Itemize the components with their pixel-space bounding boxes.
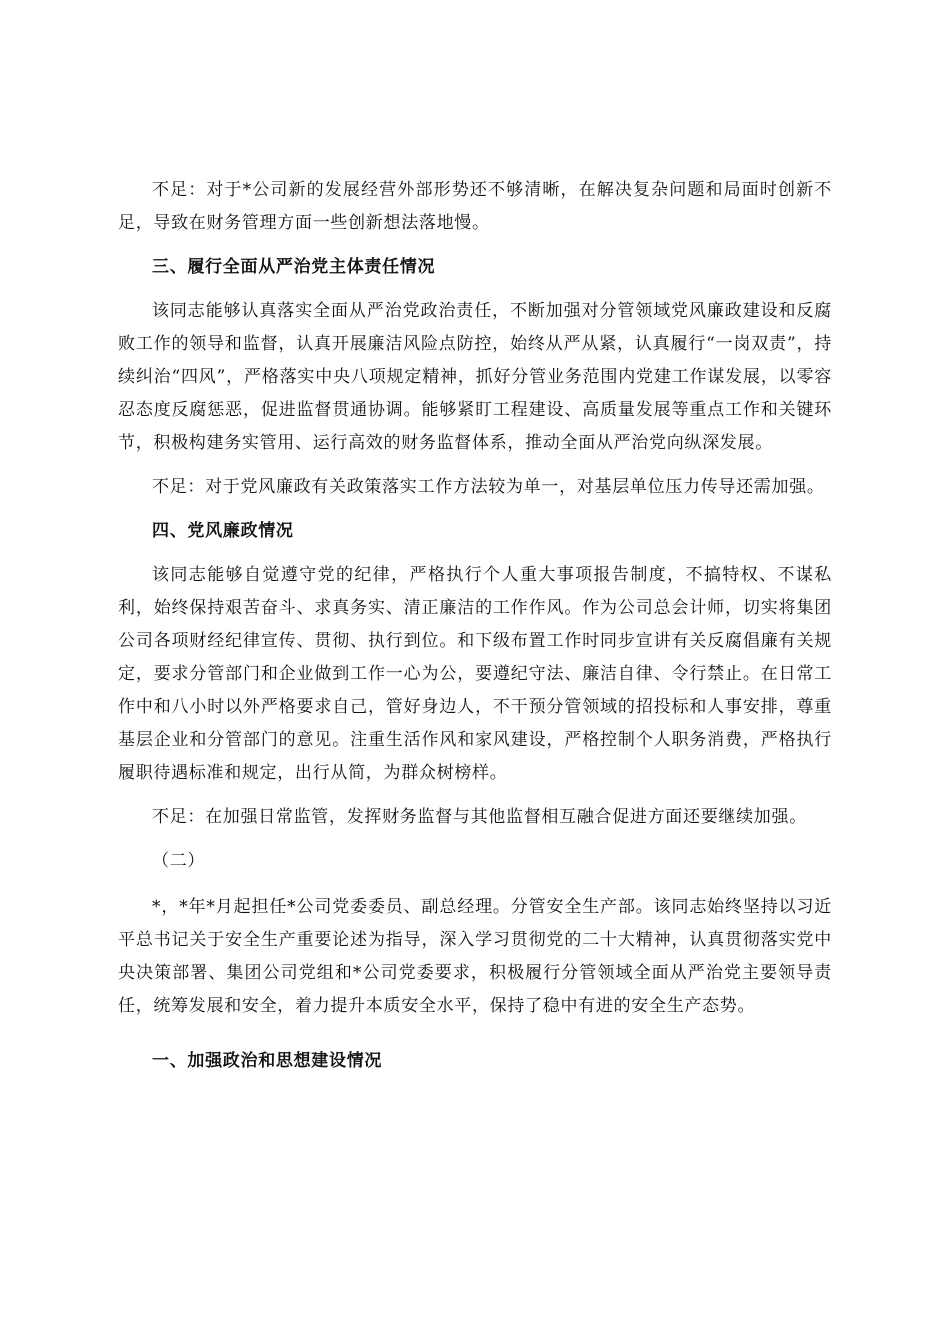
section-heading-3: 三、履行全面从严治党主体责任情况 <box>152 257 436 277</box>
paragraph-person-intro: *，*年*月起担任*公司党委委员、副总经理。分管安全生产部。该同志始终坚持以习近平总书记关于安全生产重要论述为指导，深入学习贯彻党的二十大精神，认真贯彻落实党中央决策部署、集团公司党组和*公司党委要求，积极履行分管领域全面从严治党主要领导责任，统筹发展和安全，着力提升本质安全水平，保持了稳中有进的安全生产态势。 <box>118 897 832 1016</box>
section-heading-1: 一、加强政治和思想建设情况 <box>152 1051 383 1071</box>
paragraph-shortcoming-3: 不足：在加强日常监管，发挥财务监督与其他监督相互融合促进方面还要继续加强。 <box>152 807 807 827</box>
paragraph-shortcoming-1: 不足：对于*公司新的发展经营外部形势还不够清晰，在解决复杂问题和局面时创新不足，导致在财务管理方面一些创新想法落地慢。 <box>118 180 832 233</box>
section-heading-4: 四、党风廉政情况 <box>152 521 294 541</box>
paragraph-integrity: 该同志能够自觉遵守党的纪律，严格执行个人重大事项报告制度，不搞特权、不谋私利，始终保持艰苦奋斗、求真务实、清正廉洁的工作作风。作为公司总会计师，切实将集团公司各项财经纪律宣传、贯彻、执行到位。和下级布置工作时同步宣讲有关反腐倡廉有关规定，要求分管部门和企业做到工作一心为公，要遵纪守法、廉洁自律、令行禁止。在日常工作中和八小时以外严格要求自己，管好身边人，不干预分管领域的招投标和人事安排，尊重基层企业和分管部门的意见。注重生活作风和家风建设，严格控制个人职务消费，严格执行履职待遇标准和规定，出行从简，为群众树榜样。 <box>118 565 832 783</box>
subsection-number: （二） <box>152 851 206 871</box>
paragraph-shortcoming-2: 不足：对于党风廉政有关政策落实工作方法较为单一，对基层单位压力传导还需加强。 <box>152 477 825 497</box>
document-body <box>118 174 832 1078</box>
paragraph-party-responsibility: 该同志能够认真落实全面从严治党政治责任，不断加强对分管领域党风廉政建设和反腐败工作的领导和监督，认真开展廉洁风险点防控，始终从严从紧，认真履行“一岗双责”，持续纠治“四风”，严格落实中央八项规定精神，抓好分管业务范围内党建工作谋发展，以零容忍态度反腐惩恶，促进监督贯通协调。能够紧盯工程建设、高质量发展等重点工作和关键环节，积极构建务实管用、运行高效的财务监督体系，推动全面从严治党向纵深发展。 <box>118 301 832 453</box>
